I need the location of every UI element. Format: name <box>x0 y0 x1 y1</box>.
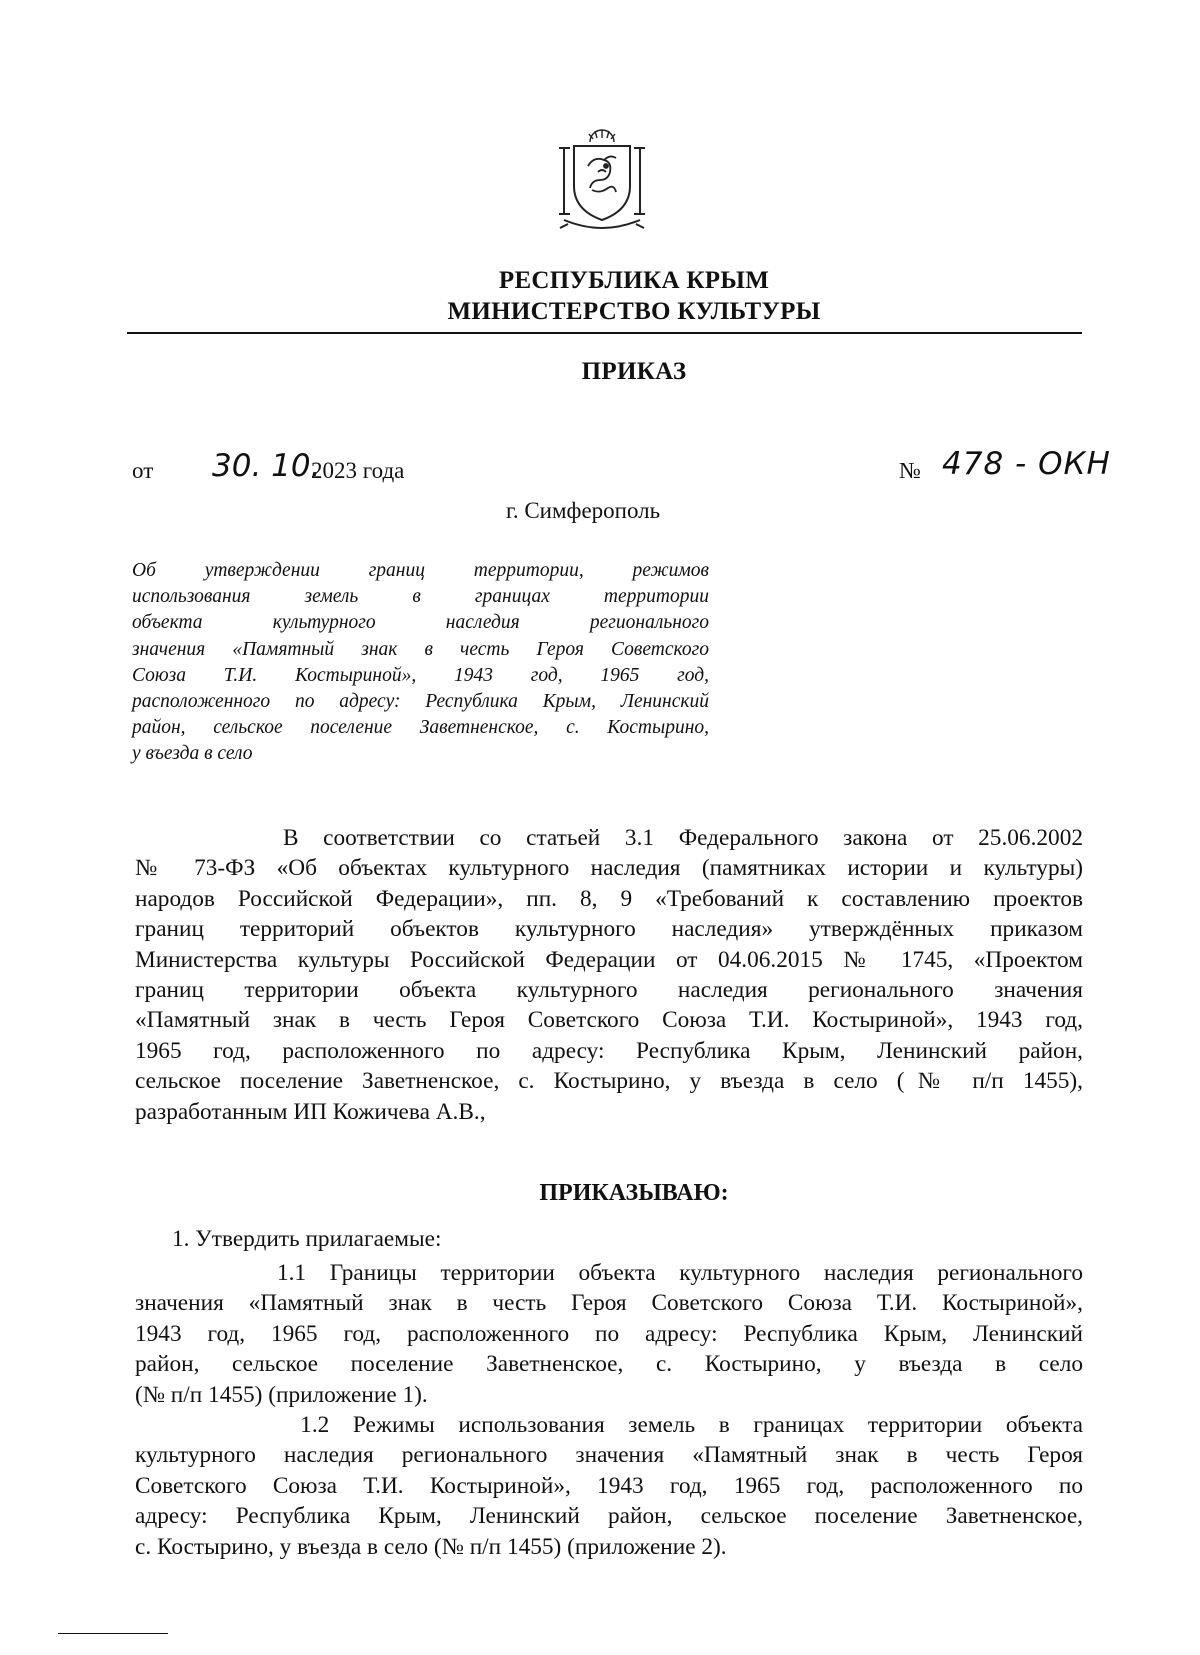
republic-name: РЕСПУБЛИКА КРЫМ <box>498 267 770 294</box>
ministry-name: МИНИСТЕРСТВО КУЛЬТУРЫ <box>447 298 821 325</box>
preamble-line: № 73-ФЗ «Об объектах культурного наследия (памятниках истории и культуры) <box>135 855 1083 882</box>
document-title: ПРИКАЗ <box>581 358 687 385</box>
item-line: 1943 год, 1965 год, расположенного по адресу: Республика Крым, Ленинский <box>135 1320 1083 1347</box>
preamble-line: границ территорий объектов культурного наследия» утверждённых приказом <box>135 916 1083 943</box>
item-line: 1.1 Границы территории объекта культурного наследия регионального <box>135 1260 1083 1286</box>
order-subject <box>132 558 709 768</box>
city-name: г. Симферополь <box>506 498 661 523</box>
subject-line: использования земель в границах территории <box>132 586 709 608</box>
item-line: район, сельское поселение Заветненское, с. Костырино, у въезда в село <box>135 1351 1083 1378</box>
header-divider <box>127 332 1082 334</box>
date-prefix-label: от <box>132 458 154 483</box>
subject-line: значения «Памятный знак в честь Героя Советского <box>132 638 709 660</box>
preamble-line: Министерства культуры Российской Федерации от 04.06.2015 № 1745, «Проектом <box>135 946 1083 973</box>
handwritten-date: 30. 10. <box>212 448 321 484</box>
preamble-line: народов Российской Федерации», пп. 8, 9 «Требований к составлению проектов <box>135 885 1083 912</box>
order-directive-heading: ПРИКАЗЫВАЮ: <box>539 1180 729 1206</box>
order-item-1: 1. Утвердить прилагаемые: <box>172 1226 442 1252</box>
preamble-line: сельское поселение Заветненское, с. Костырино, у въезда в село (№ п/п 1455), <box>135 1068 1083 1095</box>
coat-of-arms-emblem <box>554 128 650 234</box>
order-item-1-1 <box>135 1258 1083 1410</box>
item-line: 1.2 Режимы использования земель в границах территории объекта <box>135 1412 1083 1438</box>
handwritten-order-number: 478 - ОКН <box>942 446 1111 482</box>
subject-line: объекта культурного наследия регионального <box>132 612 709 634</box>
preamble-paragraph <box>135 823 1083 1127</box>
item-line: с. Костырино, у въезда в село (№ п/п 1455) (приложение 2). <box>135 1533 727 1560</box>
number-sign: № <box>899 458 921 483</box>
item-line: (№ п/п 1455) (приложение 1). <box>135 1381 428 1408</box>
preamble-line: разработанным ИП Кожичева А.В., <box>135 1098 486 1125</box>
item-line: значения «Памятный знак в честь Героя Советского Союза Т.И. Костыриной», <box>135 1290 1083 1317</box>
subject-line: район, сельское поселение Заветненское, с. Костырино, <box>132 717 709 739</box>
subject-line: Союза Т.И. Костыриной», 1943 год, 1965 год, <box>132 664 709 686</box>
footnote-divider <box>58 1633 168 1634</box>
preamble-line: 1965 год, расположенного по адресу: Республика Крым, Ленинский район, <box>135 1037 1083 1064</box>
subject-line: Об утверждении границ территории, режимов <box>132 560 709 581</box>
preamble-line: границ территории объекта культурного наследия регионального значения <box>135 977 1083 1004</box>
subject-line: расположенного по адресу: Республика Крым, Ленинский <box>132 691 709 713</box>
item-line: культурного наследия регионального значения «Памятный знак в честь Героя <box>135 1442 1083 1469</box>
subject-line: у въезда в село <box>132 743 253 765</box>
date-year: 2023 года <box>311 458 405 483</box>
order-item-1-2 <box>135 1410 1083 1562</box>
item-line: адресу: Республика Крым, Ленинский район, сельское поселение Заветненское, <box>135 1503 1083 1530</box>
item-line: Советского Союза Т.И. Костыриной», 1943 год, 1965 год, расположенного по <box>135 1472 1083 1499</box>
preamble-line: «Памятный знак в честь Героя Советского Союза Т.И. Костыриной», 1943 год, <box>135 1007 1083 1034</box>
preamble-line: В соответствии со статьей 3.1 Федерального закона от 25.06.2002 <box>135 825 1083 851</box>
